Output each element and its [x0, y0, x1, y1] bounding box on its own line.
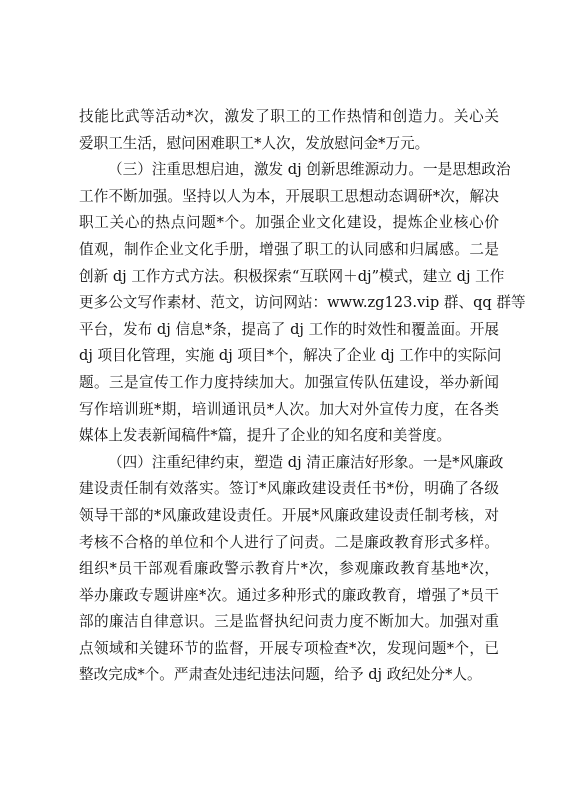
document-body: [79, 104, 526, 689]
text-line: 题。三是宣传工作力度持续加大。加强宣传队伍建设，举办新闻: [79, 373, 499, 391]
text-line: 爱职工生活，慰问困难职工*人次，发放慰问金*万元。: [79, 134, 430, 152]
text-line: 创新 dj 工作方式方法。积极探索“互联网＋dj”模式，建立 dj 工作: [79, 267, 505, 285]
text-line: 组织*员干部观看廉政警示教育片*次，参观廉政教育基地*次，: [79, 560, 499, 578]
text-line: 举办廉政专题讲座*次。通过多种形式的廉政教育，增强了*员干: [79, 586, 499, 604]
text-line: 职工关心的热点问题*个。加强企业文化建设，提炼企业核心价: [79, 214, 499, 232]
text-line: 平台，发布 dj 信息*条，提高了 dj 工作的时效性和覆盖面。开展: [79, 320, 499, 338]
text-line: 部的廉洁自律意识。三是监督执纪问责力度不断加大。加强对重: [79, 613, 499, 631]
section-heading-line: （四）注重纪律约束，塑造 dj 清正廉洁好形象。一是*风廉政: [108, 453, 504, 471]
text-line: dj 项目化管理，实施 dj 项目*个，解决了企业 dj 工作中的实际问: [79, 347, 502, 365]
text-line: 建设责任制有效落实。签订*风廉政建设责任书*份，明确了各级: [79, 480, 499, 498]
text-line: 整改完成*个。严肃查处违纪违法问题，给予 dj 政纪处分*人。: [79, 666, 482, 684]
text-line: 值观，制作企业文化手册，增强了职工的认同感和归属感。二是: [79, 240, 499, 258]
text-line: 技能比武等活动*次，激发了职工的工作热情和创造力。关心关: [79, 108, 499, 125]
text-line: 更多公文写作素材、范文，访问网站：www.zg123.vip 群、qq 群等: [79, 294, 526, 312]
text-line: 媒体上发表新闻稿件*篇，提升了企业的知名度和美誉度。: [79, 427, 452, 445]
text-line: 考核不合格的单位和个人进行了问责。二是廉政教育形式多样。: [79, 533, 499, 551]
text-line: 写作培训班*期，培训通讯员*人次。加大对外宣传力度，在各类: [79, 400, 499, 418]
text-line: 领导干部的*风廉政建设责任。开展*风廉政建设责任制考核，对: [79, 506, 499, 524]
text-line: 工作不断加强。坚持以人为本，开展职工思想动态调研*次，解决: [79, 187, 499, 205]
section-heading-line: （三）注重思想启迪，激发 dj 创新思维源动力。一是思想政治: [108, 161, 511, 179]
text-line: 点领域和关键环节的监督，开展专项检查*次，发现问题*个，已: [79, 639, 499, 657]
